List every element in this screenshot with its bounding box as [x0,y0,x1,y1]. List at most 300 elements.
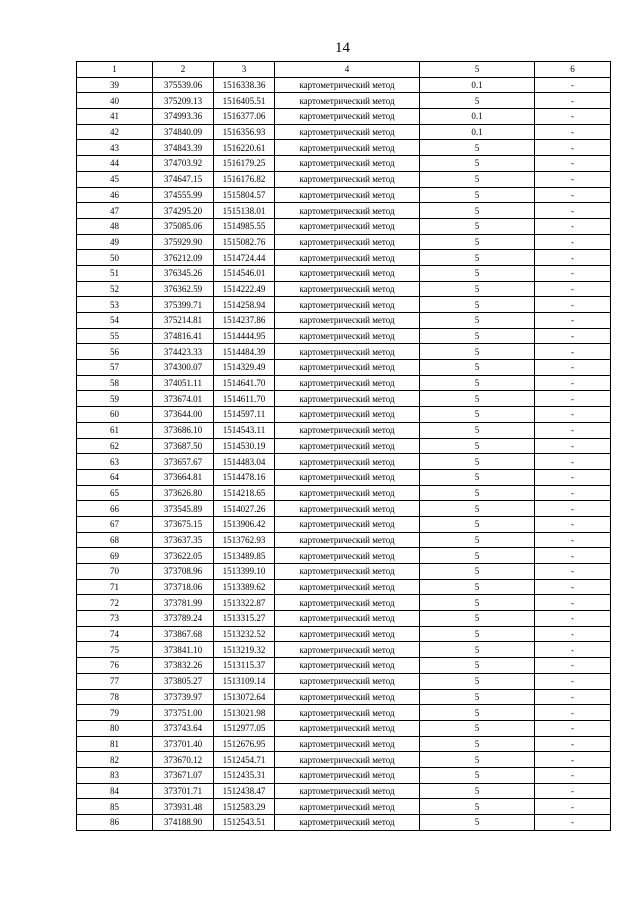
y-coordinate-cell: 1513021.98 [214,705,275,721]
column-header: 1 [77,62,153,78]
column-header: 5 [420,62,535,78]
accuracy-cell: 5 [420,344,535,360]
y-coordinate-cell: 1514985.55 [214,218,275,234]
table-row [77,485,611,501]
description-cell: - [535,501,611,517]
method-cell: картометрический метод [275,626,420,642]
x-coordinate-cell: 373743.64 [153,720,214,736]
description-cell: - [535,438,611,454]
table-row [77,736,611,752]
y-coordinate-cell: 1513906.42 [214,516,275,532]
method-cell: картометрический метод [275,422,420,438]
table-row [77,281,611,297]
table-row [77,171,611,187]
table-row [77,642,611,658]
point-number-cell: 46 [77,187,153,203]
description-cell: - [535,297,611,313]
x-coordinate-cell: 374051.11 [153,375,214,391]
description-cell: - [535,375,611,391]
description-cell: - [535,140,611,156]
y-coordinate-cell: 1515804.57 [214,187,275,203]
column-header: 2 [153,62,214,78]
point-number-cell: 66 [77,501,153,517]
x-coordinate-cell: 375399.71 [153,297,214,313]
description-cell: - [535,234,611,250]
y-coordinate-cell: 1514484.39 [214,344,275,360]
method-cell: картометрический метод [275,548,420,564]
x-coordinate-cell: 373867.68 [153,626,214,642]
table-row [77,375,611,391]
point-number-cell: 59 [77,391,153,407]
table-row [77,313,611,329]
point-number-cell: 65 [77,485,153,501]
point-number-cell: 42 [77,124,153,140]
y-coordinate-cell: 1513232.52 [214,626,275,642]
accuracy-cell: 5 [420,407,535,423]
accuracy-cell: 5 [420,815,535,831]
accuracy-cell: 5 [420,673,535,689]
y-coordinate-cell: 1516176.82 [214,171,275,187]
point-number-cell: 78 [77,689,153,705]
point-number-cell: 49 [77,234,153,250]
method-cell: картометрический метод [275,203,420,219]
accuracy-cell: 5 [420,454,535,470]
method-cell: картометрический метод [275,281,420,297]
point-number-cell: 48 [77,218,153,234]
accuracy-cell: 5 [420,93,535,109]
point-number-cell: 74 [77,626,153,642]
table-row [77,438,611,454]
table-row [77,595,611,611]
y-coordinate-cell: 1515082.76 [214,234,275,250]
x-coordinate-cell: 375214.81 [153,313,214,329]
accuracy-cell: 5 [420,767,535,783]
x-coordinate-cell: 373671.07 [153,767,214,783]
point-number-cell: 85 [77,799,153,815]
page-number: 14 [335,40,350,56]
point-number-cell: 71 [77,579,153,595]
description-cell: - [535,391,611,407]
x-coordinate-cell: 374423.33 [153,344,214,360]
point-number-cell: 40 [77,93,153,109]
x-coordinate-cell: 373751.00 [153,705,214,721]
table-row [77,673,611,689]
point-number-cell: 84 [77,783,153,799]
description-cell: - [535,767,611,783]
y-coordinate-cell: 1514258.94 [214,297,275,313]
x-coordinate-cell: 373626.80 [153,485,214,501]
accuracy-cell: 5 [420,689,535,705]
accuracy-cell: 5 [420,297,535,313]
point-number-cell: 64 [77,469,153,485]
x-coordinate-cell: 374993.36 [153,109,214,125]
table-row [77,501,611,517]
method-cell: картометрический метод [275,218,420,234]
accuracy-cell: 5 [420,658,535,674]
table-row [77,767,611,783]
table-row [77,234,611,250]
description-cell: - [535,799,611,815]
table-row [77,564,611,580]
table-row [77,328,611,344]
x-coordinate-cell: 373701.40 [153,736,214,752]
point-number-cell: 73 [77,611,153,627]
accuracy-cell: 5 [420,187,535,203]
accuracy-cell: 5 [420,328,535,344]
accuracy-cell: 5 [420,218,535,234]
x-coordinate-cell: 373708.96 [153,564,214,580]
method-cell: картометрический метод [275,360,420,376]
method-cell: картометрический метод [275,783,420,799]
method-cell: картометрический метод [275,720,420,736]
x-coordinate-cell: 373675.15 [153,516,214,532]
accuracy-cell: 5 [420,438,535,454]
description-cell: - [535,218,611,234]
accuracy-cell: 5 [420,799,535,815]
x-coordinate-cell: 374555.99 [153,187,214,203]
table-row [77,516,611,532]
table-row [77,422,611,438]
x-coordinate-cell: 373781.99 [153,595,214,611]
accuracy-cell: 5 [420,375,535,391]
accuracy-cell: 5 [420,313,535,329]
method-cell: картометрический метод [275,187,420,203]
x-coordinate-cell: 373789.24 [153,611,214,627]
x-coordinate-cell: 374816.41 [153,328,214,344]
accuracy-cell: 5 [420,469,535,485]
method-cell: картометрический метод [275,313,420,329]
table-row [77,187,611,203]
x-coordinate-cell: 373718.06 [153,579,214,595]
x-coordinate-cell: 373657.67 [153,454,214,470]
point-number-cell: 54 [77,313,153,329]
description-cell: - [535,532,611,548]
table-row [77,705,611,721]
description-cell: - [535,689,611,705]
y-coordinate-cell: 1514222.49 [214,281,275,297]
table-header-row [77,62,611,78]
method-cell: картометрический метод [275,752,420,768]
x-coordinate-cell: 373664.81 [153,469,214,485]
accuracy-cell: 5 [420,360,535,376]
point-number-cell: 80 [77,720,153,736]
accuracy-cell: 5 [420,752,535,768]
table-row [77,532,611,548]
x-coordinate-cell: 373545.89 [153,501,214,517]
method-cell: картометрический метод [275,595,420,611]
method-cell: картометрический метод [275,469,420,485]
description-cell: - [535,516,611,532]
method-cell: картометрический метод [275,140,420,156]
table-body [77,77,611,830]
y-coordinate-cell: 1516405.51 [214,93,275,109]
x-coordinate-cell: 375085.06 [153,218,214,234]
accuracy-cell: 5 [420,250,535,266]
table-row [77,391,611,407]
y-coordinate-cell: 1515138.01 [214,203,275,219]
x-coordinate-cell: 373637.35 [153,532,214,548]
accuracy-cell: 0.1 [420,77,535,93]
description-cell: - [535,360,611,376]
point-number-cell: 76 [77,658,153,674]
method-cell: картометрический метод [275,297,420,313]
x-coordinate-cell: 373832.26 [153,658,214,674]
method-cell: картометрический метод [275,109,420,125]
accuracy-cell: 5 [420,548,535,564]
method-cell: картометрический метод [275,344,420,360]
method-cell: картометрический метод [275,454,420,470]
description-cell: - [535,344,611,360]
point-number-cell: 61 [77,422,153,438]
table-row [77,611,611,627]
method-cell: картометрический метод [275,156,420,172]
method-cell: картометрический метод [275,673,420,689]
y-coordinate-cell: 1513115.37 [214,658,275,674]
method-cell: картометрический метод [275,407,420,423]
x-coordinate-cell: 373841.10 [153,642,214,658]
y-coordinate-cell: 1514724.44 [214,250,275,266]
description-cell: - [535,454,611,470]
method-cell: картометрический метод [275,799,420,815]
point-number-cell: 83 [77,767,153,783]
y-coordinate-cell: 1516220.61 [214,140,275,156]
table-row [77,626,611,642]
description-cell: - [535,124,611,140]
point-number-cell: 50 [77,250,153,266]
x-coordinate-cell: 374300.07 [153,360,214,376]
point-number-cell: 55 [77,328,153,344]
table-row [77,783,611,799]
point-number-cell: 51 [77,265,153,281]
table-row [77,93,611,109]
table-row [77,109,611,125]
description-cell: - [535,77,611,93]
accuracy-cell: 5 [420,611,535,627]
method-cell: картометрический метод [275,501,420,517]
accuracy-cell: 5 [420,532,535,548]
accuracy-cell: 5 [420,720,535,736]
description-cell: - [535,548,611,564]
y-coordinate-cell: 1514611.70 [214,391,275,407]
table-row [77,658,611,674]
x-coordinate-cell: 373931.48 [153,799,214,815]
description-cell: - [535,626,611,642]
method-cell: картометрический метод [275,171,420,187]
description-cell: - [535,736,611,752]
table-row [77,156,611,172]
method-cell: картометрический метод [275,689,420,705]
accuracy-cell: 5 [420,501,535,517]
accuracy-cell: 5 [420,783,535,799]
method-cell: картометрический метод [275,438,420,454]
table-row [77,548,611,564]
method-cell: картометрический метод [275,375,420,391]
x-coordinate-cell: 373686.10 [153,422,214,438]
description-cell: - [535,265,611,281]
y-coordinate-cell: 1513072.64 [214,689,275,705]
y-coordinate-cell: 1514530.19 [214,438,275,454]
accuracy-cell: 5 [420,422,535,438]
method-cell: картометрический метод [275,611,420,627]
y-coordinate-cell: 1516356.93 [214,124,275,140]
x-coordinate-cell: 373805.27 [153,673,214,689]
table-row [77,140,611,156]
table-row [77,752,611,768]
point-number-cell: 56 [77,344,153,360]
table-row [77,265,611,281]
description-cell: - [535,328,611,344]
table-row [77,815,611,831]
y-coordinate-cell: 1514483.04 [214,454,275,470]
method-cell: картометрический метод [275,250,420,266]
method-cell: картометрический метод [275,564,420,580]
y-coordinate-cell: 1512543.51 [214,815,275,831]
point-number-cell: 70 [77,564,153,580]
y-coordinate-cell: 1513489.85 [214,548,275,564]
y-coordinate-cell: 1512977.05 [214,720,275,736]
description-cell: - [535,783,611,799]
description-cell: - [535,281,611,297]
y-coordinate-cell: 1514543.11 [214,422,275,438]
method-cell: картометрический метод [275,767,420,783]
description-cell: - [535,93,611,109]
method-cell: картометрический метод [275,815,420,831]
point-number-cell: 75 [77,642,153,658]
point-number-cell: 57 [77,360,153,376]
accuracy-cell: 5 [420,265,535,281]
method-cell: картометрический метод [275,736,420,752]
accuracy-cell: 5 [420,171,535,187]
accuracy-cell: 5 [420,281,535,297]
x-coordinate-cell: 376212.09 [153,250,214,266]
y-coordinate-cell: 1512438.47 [214,783,275,799]
x-coordinate-cell: 373739.97 [153,689,214,705]
table-row [77,469,611,485]
point-number-cell: 41 [77,109,153,125]
x-coordinate-cell: 373674.01 [153,391,214,407]
y-coordinate-cell: 1513762.93 [214,532,275,548]
column-header: 3 [214,62,275,78]
point-number-cell: 77 [77,673,153,689]
y-coordinate-cell: 1512583.29 [214,799,275,815]
x-coordinate-cell: 374295.20 [153,203,214,219]
y-coordinate-cell: 1514546.01 [214,265,275,281]
method-cell: картометрический метод [275,93,420,109]
accuracy-cell: 5 [420,516,535,532]
x-coordinate-cell: 376362.59 [153,281,214,297]
description-cell: - [535,579,611,595]
description-cell: - [535,156,611,172]
method-cell: картометрический метод [275,77,420,93]
table-row [77,297,611,313]
point-number-cell: 63 [77,454,153,470]
accuracy-cell: 5 [420,140,535,156]
point-number-cell: 45 [77,171,153,187]
description-cell: - [535,407,611,423]
table-row [77,579,611,595]
accuracy-cell: 5 [420,736,535,752]
y-coordinate-cell: 1514027.26 [214,501,275,517]
accuracy-cell: 5 [420,203,535,219]
y-coordinate-cell: 1513219.32 [214,642,275,658]
description-cell: - [535,564,611,580]
description-cell: - [535,673,611,689]
method-cell: картометрический метод [275,642,420,658]
point-number-cell: 44 [77,156,153,172]
y-coordinate-cell: 1514597.11 [214,407,275,423]
accuracy-cell: 5 [420,642,535,658]
x-coordinate-cell: 376345.26 [153,265,214,281]
table-row [77,720,611,736]
description-cell: - [535,187,611,203]
method-cell: картометрический метод [275,579,420,595]
x-coordinate-cell: 374703.92 [153,156,214,172]
accuracy-cell: 5 [420,391,535,407]
y-coordinate-cell: 1516338.36 [214,77,275,93]
point-number-cell: 43 [77,140,153,156]
table-row [77,203,611,219]
description-cell: - [535,658,611,674]
point-number-cell: 81 [77,736,153,752]
y-coordinate-cell: 1512435.31 [214,767,275,783]
point-number-cell: 82 [77,752,153,768]
point-number-cell: 68 [77,532,153,548]
point-number-cell: 60 [77,407,153,423]
y-coordinate-cell: 1514218.65 [214,485,275,501]
y-coordinate-cell: 1516377.06 [214,109,275,125]
method-cell: картометрический метод [275,532,420,548]
description-cell: - [535,203,611,219]
table-row [77,360,611,376]
accuracy-cell: 5 [420,595,535,611]
method-cell: картометрический метод [275,705,420,721]
description-cell: - [535,171,611,187]
coordinates-table [76,61,611,831]
accuracy-cell: 5 [420,626,535,642]
description-cell: - [535,250,611,266]
y-coordinate-cell: 1513389.62 [214,579,275,595]
y-coordinate-cell: 1514444.95 [214,328,275,344]
column-header: 4 [275,62,420,78]
description-cell: - [535,485,611,501]
description-cell: - [535,720,611,736]
description-cell: - [535,611,611,627]
accuracy-cell: 5 [420,564,535,580]
table-row [77,124,611,140]
x-coordinate-cell: 373687.50 [153,438,214,454]
point-number-cell: 39 [77,77,153,93]
description-cell: - [535,705,611,721]
y-coordinate-cell: 1512676.95 [214,736,275,752]
method-cell: картометрический метод [275,485,420,501]
description-cell: - [535,313,611,329]
description-cell: - [535,422,611,438]
description-cell: - [535,752,611,768]
method-cell: картометрический метод [275,658,420,674]
table-row [77,454,611,470]
point-number-cell: 79 [77,705,153,721]
x-coordinate-cell: 374840.09 [153,124,214,140]
method-cell: картометрический метод [275,234,420,250]
method-cell: картометрический метод [275,516,420,532]
y-coordinate-cell: 1512454.71 [214,752,275,768]
description-cell: - [535,109,611,125]
accuracy-cell: 5 [420,705,535,721]
x-coordinate-cell: 375929.90 [153,234,214,250]
y-coordinate-cell: 1513315.27 [214,611,275,627]
accuracy-cell: 5 [420,579,535,595]
y-coordinate-cell: 1513109.14 [214,673,275,689]
